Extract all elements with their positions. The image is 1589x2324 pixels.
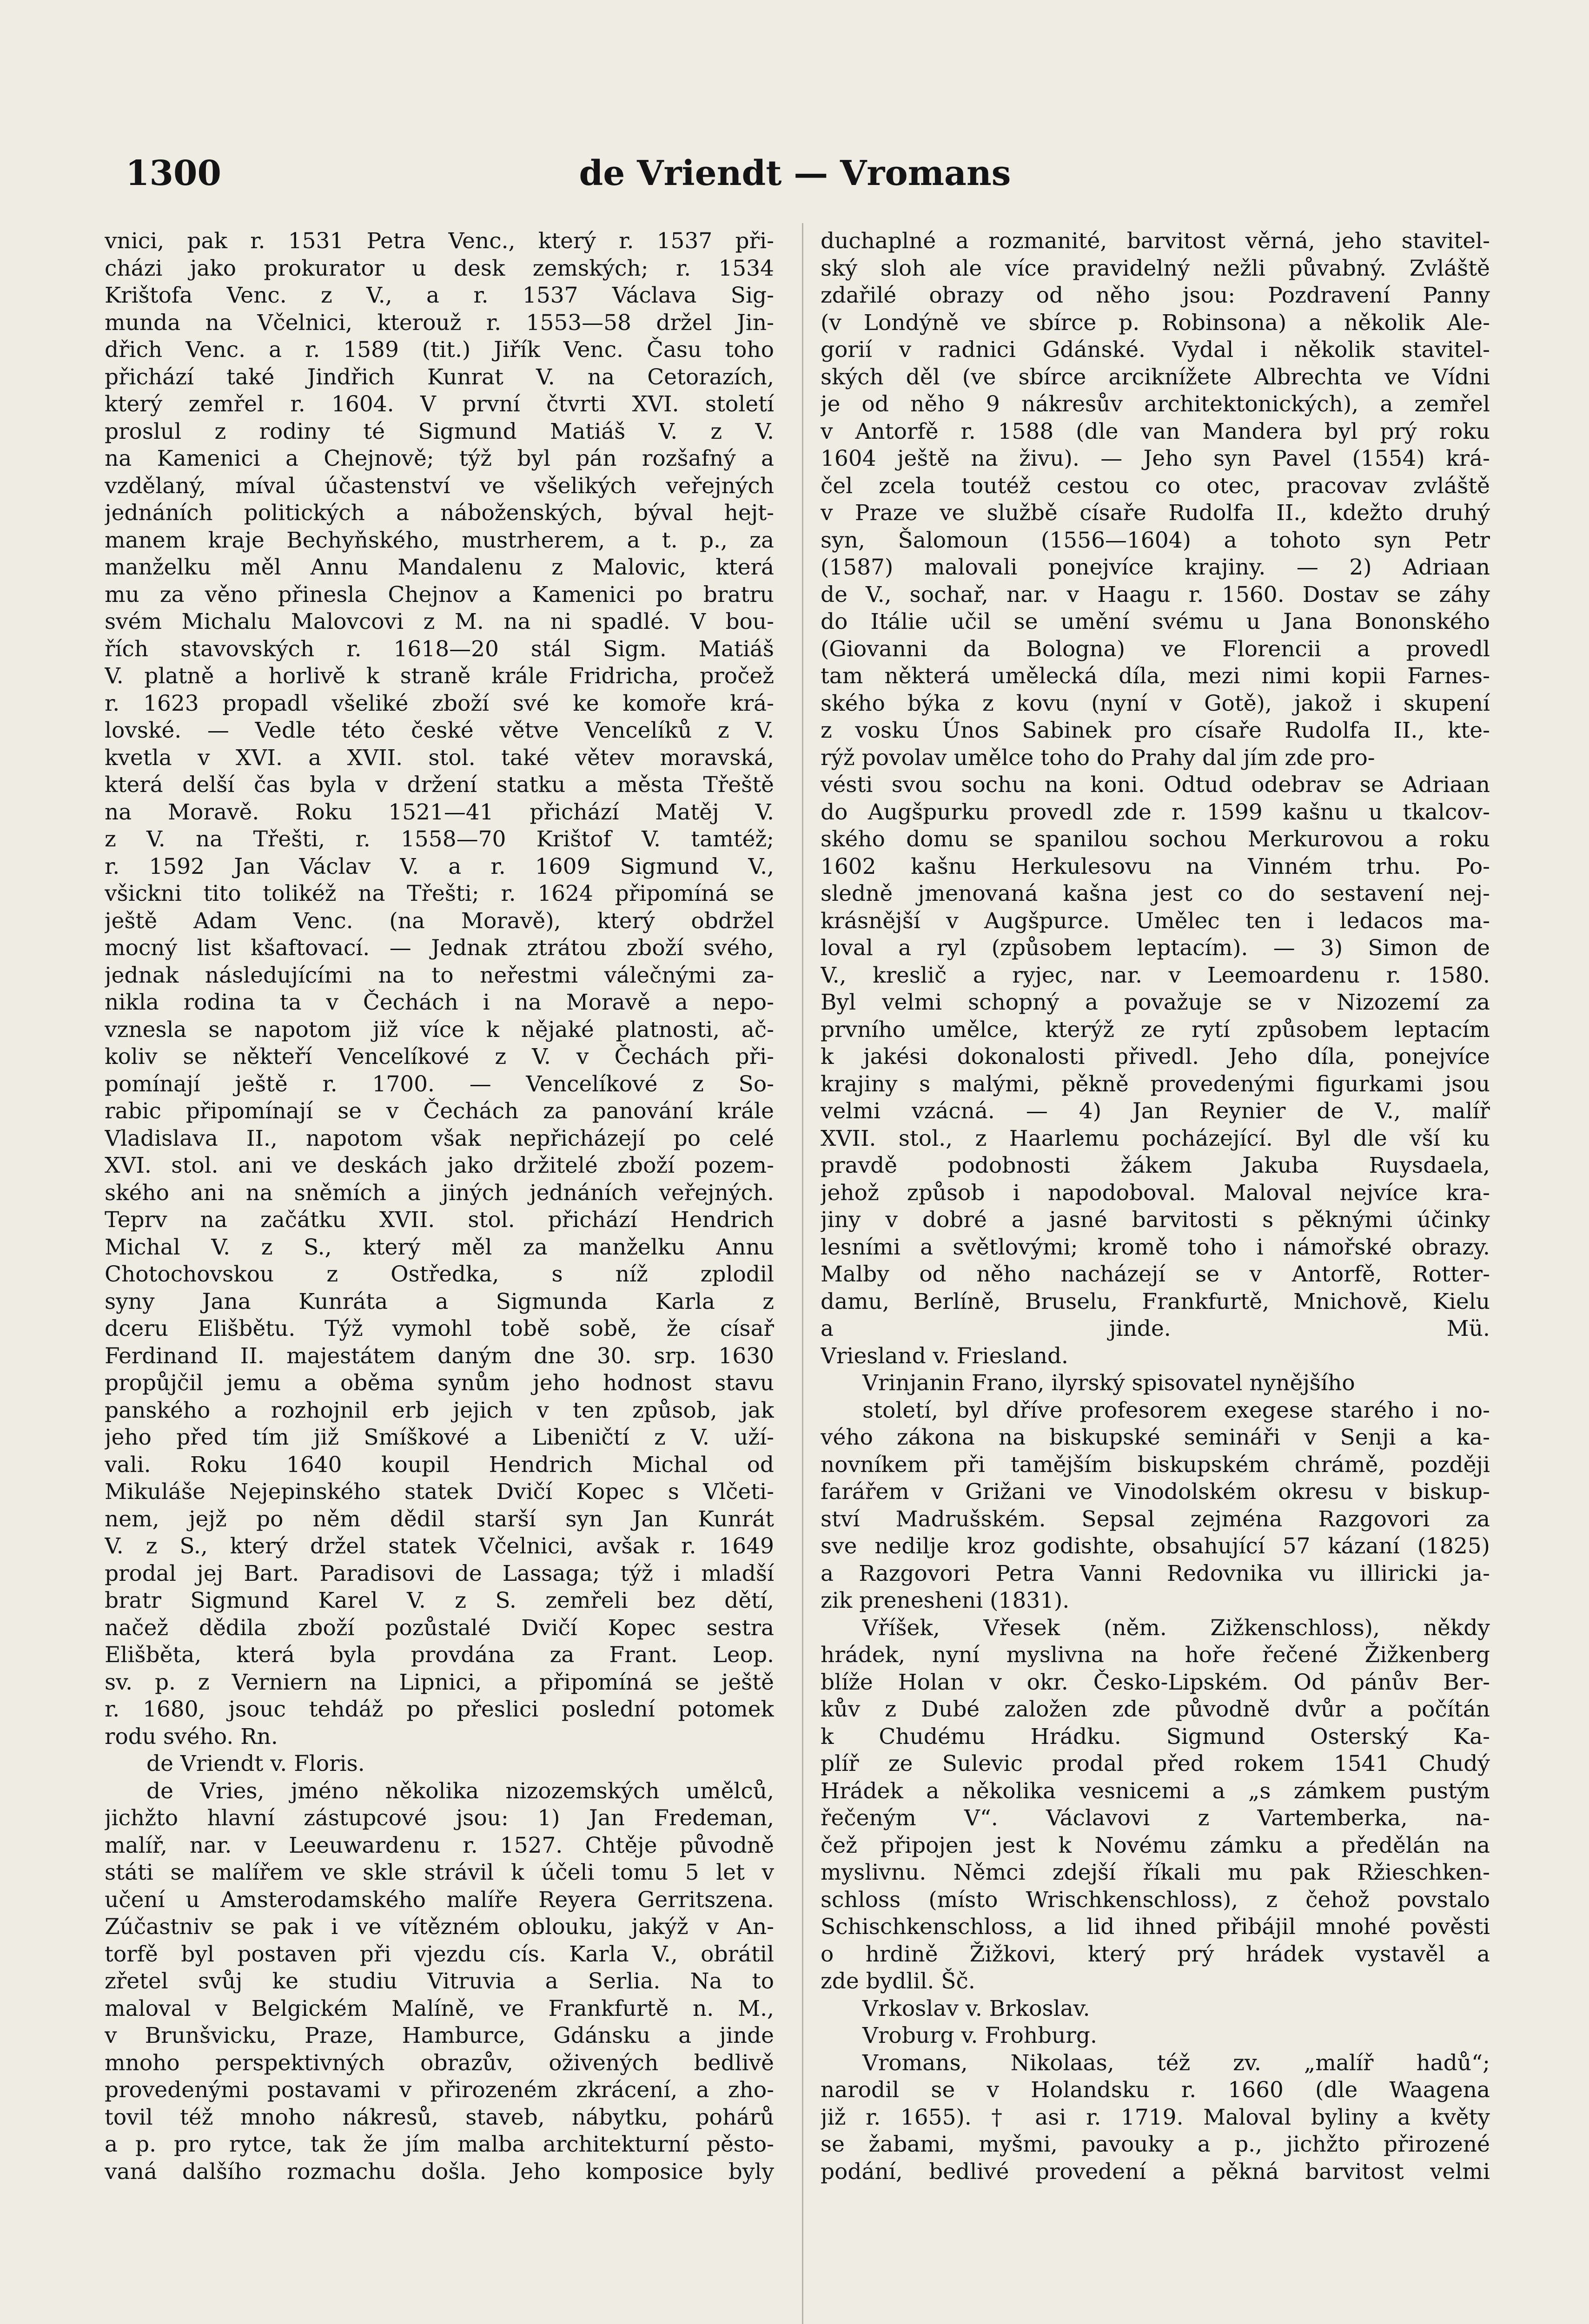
text-line: manem kraje Bechyňského, mustrherem, a t. p., za — [105, 527, 774, 553]
text-line: zde bydlil. Šč. — [821, 1968, 975, 1994]
text-line: Krištofa Venc. z V., a r. 1537 Václava Sig- — [105, 283, 774, 308]
text-line: plíř ze Sulevic prodal před rokem 1541 Chudý — [821, 1751, 1490, 1776]
text-line: Vladislava II., napotom však nepřicházejí po celé — [105, 1125, 774, 1151]
text-line: přichází také Jindřich Kunrat V. na Cetorazích, — [105, 364, 774, 390]
text-line: r. 1623 propadl všeliké zboží své ke komoře krá- — [105, 690, 774, 716]
text-line: k jakési dokonalosti přivedl. Jeho díla, ponejvíce — [821, 1044, 1490, 1070]
text-line: hrádek, nyní myslivna na hoře řečené Žižkenberg — [821, 1642, 1490, 1668]
text-line: Teprv na začátku XVII. stol. přichází Hendrich — [105, 1207, 774, 1233]
text-line: k Chudému Hrádku. Sigmund Osterský Ka- — [821, 1723, 1490, 1750]
text-line: v Brunšvicku, Praze, Hamburce, Gdánsku a jinde — [105, 2023, 774, 2048]
text-line: farářem v Grižani ve Vinodolském okresu v biskup- — [821, 1479, 1490, 1505]
text-line: v Antorfě r. 1588 (dle van Mandera byl prý roku — [821, 418, 1490, 444]
text-line: o hrdině Žižkovi, který prý hrádek vystavěl a — [821, 1941, 1490, 1967]
text-line: r. 1592 Jan Václav V. a r. 1609 Sigmund V., — [105, 853, 774, 879]
text-line: v Praze ve službě císaře Rudolfa II., kdežto druhý — [821, 500, 1490, 526]
text-line: ský sloh ale více pravidelný nežli půvabný. Zvláště — [821, 255, 1490, 281]
text-line: mnoho perspektivných obrazův, oživených bedlivě — [105, 2050, 774, 2076]
text-line: se žabami, myšmi, pavouky a p., jichžto přirozené — [821, 2132, 1490, 2157]
text-line: Byl velmi schopný a považuje se v Nizozemí za — [821, 990, 1490, 1015]
column-divider — [802, 223, 803, 2324]
text-line: V. z S., který držel statek Včelnici, avšak r. 1649 — [105, 1533, 774, 1559]
text-line: blíže Holan v okr. Česko-Lipském. Od pánův Ber- — [821, 1669, 1490, 1695]
text-line: svém Michalu Malovcovi z M. na ni spadlé. V bou- — [105, 609, 774, 634]
text-line: velmi vzácná. — 4) Jan Reynier de V., malíř — [821, 1098, 1490, 1124]
text-line: jednáních politických a náboženských, býval hejt- — [105, 500, 774, 526]
text-line: de Vriendt v. Floris. — [146, 1751, 365, 1776]
text-line: de V., sochař, nar. v Haagu r. 1560. Dostav se záhy — [821, 581, 1490, 607]
text-line: gorií v radnici Gdánské. Vydal i několik stavitel- — [821, 337, 1490, 363]
text-line: řích stavovských r. 1618—20 stál Sigm. Matiáš — [105, 636, 774, 662]
text-line: vnici, pak r. 1531 Petra Venc., který r. 1537 při- — [105, 228, 774, 254]
text-line: (v Londýně ve sbírce p. Robinsona) a několik Ale- — [821, 310, 1490, 336]
text-line: nem, jejž po něm dědil starší syn Jan Kunrát — [105, 1506, 774, 1532]
text-line: manželku měl Annu Mandalenu z Malovic, která — [105, 555, 774, 580]
text-line: mu za věno přinesla Chejnov a Kamenici po bratru — [105, 581, 774, 607]
text-line: všickni tito tolikéž na Třešti; r. 1624 připomíná se — [105, 881, 774, 906]
text-line: Mikuláše Nejepinského statek Dvičí Kopec s Vlčeti- — [105, 1479, 774, 1505]
text-line: vzdělaný, míval účastenství ve všelikých veřejných — [105, 473, 774, 499]
text-line: zdařilé obrazy od něho jsou: Pozdravení Panny — [821, 283, 1490, 308]
text-line: XVII. stol., z Haarlemu pocházející. Byl dle vší ku — [821, 1125, 1490, 1151]
text-line: mocný list kšaftovací. — Jednak ztrátou zboží svého, — [105, 935, 774, 961]
text-line: rýž povolav umělce toho do Prahy dal jím zde pro- — [821, 745, 1375, 771]
text-line: novníkem při tamějším biskupském chrámě, později — [821, 1452, 1490, 1478]
text-line: a p. pro rytce, tak že jím malba architekturní pěsto- — [105, 2132, 774, 2157]
text-line: sv. p. z Verniern na Lipnici, a připomíná se ještě — [105, 1669, 774, 1695]
text-line: syn, Šalomoun (1556—1604) a tohoto syn Petr — [821, 527, 1490, 553]
text-line: čel zcela toutéž cestou co otec, pracovav zvláště — [821, 473, 1490, 499]
text-line: munda na Včelnici, kterouž r. 1553—58 držel Jin- — [105, 310, 774, 336]
text-line: nikla rodina ta v Čechách i na Moravě a nepo- — [105, 990, 774, 1015]
text-line: jehož způsob i napodoboval. Maloval nejvíce kra- — [821, 1180, 1490, 1206]
text-line: zik prenesheni (1831). — [821, 1588, 1070, 1613]
running-head: de Vriendt — Vromans — [579, 153, 1011, 193]
text-line: narodil se v Holandsku r. 1660 (dle Waagena — [821, 2077, 1490, 2103]
text-line: Vromans, Nikolaas, též zv. „malíř hadů“; — [862, 2050, 1490, 2076]
text-line: 1604 ještě na živu). — Jeho syn Pavel (1554) krá- — [821, 446, 1490, 471]
page-header — [126, 153, 1464, 205]
text-line: rabic připomínají se v Čechách za panování krále — [105, 1098, 774, 1124]
text-line: ještě Adam Venc. (na Moravě), který obdržel — [105, 908, 774, 934]
left-text-column — [105, 228, 774, 2324]
text-line: V. platně a horlivě k straně krále Fridricha, pročež — [105, 663, 774, 689]
text-line: Chotochovskou z Ostředka, s níž zplodil — [105, 1261, 774, 1287]
text-line: (1587) malovali ponejvíce krajiny. — 2) Adriaan — [821, 555, 1490, 580]
text-line: podání, bedlivé provedení a pěkná barvitost velmi — [821, 2159, 1490, 2185]
text-line: učení u Amsterodamského malíře Reyera Gerritszena. — [105, 1887, 774, 1913]
text-line: z vosku Únos Sabinek pro císaře Rudolfa II., kte- — [821, 718, 1490, 743]
text-line: XVI. stol. ani ve deskách jako držitelé zboží pozem- — [105, 1153, 774, 1178]
text-line: čež připojen jest k Novému zámku a předělán na — [821, 1832, 1490, 1858]
text-line: Vříšek, Vřesek (něm. Zižkenschloss), někdy — [862, 1615, 1490, 1641]
text-line: ství Madrušském. Sepsal zejména Razgovori za — [821, 1506, 1490, 1532]
text-line: kvetla v XVI. a XVII. stol. také větev moravská, — [105, 745, 774, 771]
text-line: tovil též mnoho nákresů, staveb, nábytku, pohárů — [105, 2104, 774, 2130]
text-line: vésti svou sochu na koni. Odtud odebrav se Adriaan — [821, 772, 1490, 798]
text-line: loval a ryl (způsobem leptacím). — 3) Simon de — [821, 935, 1490, 961]
text-line: a jinde. Mü. — [821, 1316, 1490, 1341]
text-line: syny Jana Kunráta a Sigmunda Karla z — [105, 1288, 774, 1314]
text-line: V., kreslič a ryjec, nar. v Leemoardenu r. 1580. — [821, 962, 1490, 988]
text-line: lesními a světlovými; kromě toho i námořské obrazy. — [821, 1234, 1490, 1260]
text-line: kův z Dubé založen zde původně dvůr a počítán — [821, 1697, 1490, 1722]
text-line: vali. Roku 1640 koupil Hendrich Michal od — [105, 1452, 774, 1478]
text-line: propůjčil jemu a oběma synům jeho hodnost stavu — [105, 1370, 774, 1396]
text-line: ského býka z kovu (nyní v Gotě), jakož i skupení — [821, 690, 1490, 716]
text-line: krajiny s malými, pěkně provedenými figurkami jsou — [821, 1071, 1490, 1097]
text-line: státi se malířem ve skle strávil k účeli tomu 5 let v — [105, 1860, 774, 1885]
text-line: torfě byl postaven při vjezdu cís. Karla V., obrátil — [105, 1941, 774, 1967]
text-line: vznesla se napotom již více k nějaké platnosti, ač- — [105, 1017, 774, 1043]
text-line: lovské. — Vedle této české větve Vencelíků z V. — [105, 718, 774, 743]
text-line: duchaplné a rozmanité, barvitost věrná, jeho stavitel- — [821, 228, 1490, 254]
text-line: který zemřel r. 1604. V první čtvrti XVI. století — [105, 391, 774, 417]
text-line: pravdě podobnosti žákem Jakuba Ruysdaela, — [821, 1153, 1490, 1178]
text-line: tam některá umělecká díla, mezi nimi kopii Farnes- — [821, 663, 1490, 689]
text-line: Michal V. z S., který měl za manželku Annu — [105, 1234, 774, 1260]
text-line: jiny v dobré a jasné barvitosti s pěknými účinky — [821, 1207, 1490, 1233]
text-line: koliv se někteří Vencelíkové z V. v Čechách při- — [105, 1044, 774, 1070]
text-line: prodal jej Bart. Paradisovi de Lassaga; týž i mladší — [105, 1560, 774, 1586]
text-line: je od něho 9 nákresův architektonických), a zemřel — [821, 391, 1490, 417]
page-number: 1300 — [126, 153, 221, 193]
text-line: krásnější v Augšpurce. Umělec ten i ledacos ma- — [821, 908, 1490, 934]
text-line: cházi jako prokurator u desk zemských; r. 1534 — [105, 255, 774, 281]
text-line: jichžto hlavní zástupcové jsou: 1) Jan Fredeman, — [105, 1805, 774, 1831]
text-line: bratr Sigmund Karel V. z S. zemřeli bez dětí, — [105, 1588, 774, 1613]
right-text-column — [821, 228, 1490, 2324]
text-line: ského domu se spanilou sochou Merkurovou a roku — [821, 826, 1490, 852]
text-line: zřetel svůj ke studiu Vitruvia a Serlia. Na to — [105, 1968, 774, 1994]
text-line: na Kamenici a Chejnově; týž byl pán rozšafný a — [105, 446, 774, 471]
text-line: provedenými postavami v přirozeném zkrácení, a zho- — [105, 2077, 774, 2103]
text-line: jeho před tím již Smíškové a Libeničtí z V. uží- — [105, 1425, 774, 1450]
text-line: na Moravě. Roku 1521—41 přichází Matěj V. — [105, 799, 774, 825]
text-line: schloss (místo Wrischkenschloss), z čehož povstalo — [821, 1887, 1490, 1913]
text-line: dřich Venc. a r. 1589 (tit.) Jiřík Venc. Času toho — [105, 337, 774, 363]
text-line: již r. 1655). † asi r. 1719. Maloval byliny a květy — [821, 2104, 1490, 2130]
text-line: Vrinjanin Frano, ilyrský spisovatel nynějšího — [862, 1370, 1355, 1396]
text-line: vého zákona na biskupské semináři v Senji a ka- — [821, 1425, 1490, 1450]
text-line: Malby od něho nacházejí se v Antorfě, Rotter- — [821, 1261, 1490, 1287]
text-line: Vroburg v. Frohburg. — [862, 2023, 1097, 2048]
text-line: která delší čas byla v držení statku a města Třeště — [105, 772, 774, 798]
text-line: století, byl dříve profesorem exegese starého i no- — [862, 1397, 1490, 1423]
text-line: do Itálie učil se umění svému u Jana Bononského — [821, 609, 1490, 634]
text-line: sve nedilje kroz godishte, obsahující 57 kázaní (1825) — [821, 1533, 1490, 1559]
text-line: do Augšpurku provedl zde r. 1599 kašnu u tkalcov- — [821, 799, 1490, 825]
text-line: r. 1680, jsouc tehdáž po přeslici poslední potomek — [105, 1697, 774, 1722]
text-line: dceru Elišbětu. Týž vymohl tobě sobě, že císař — [105, 1316, 774, 1341]
text-line: sledně jmenovaná kašna jest co do sestavení nej- — [821, 881, 1490, 906]
text-line: Hrádek a několika vesnicemi a „s zámkem pustým — [821, 1778, 1490, 1804]
text-line: prvního umělce, kterýž ze rytí způsobem leptacím — [821, 1017, 1490, 1043]
text-line: damu, Berlíně, Bruselu, Frankfurtě, Mnichově, Kielu — [821, 1288, 1490, 1314]
text-line: Vrkoslav v. Brkoslav. — [862, 1995, 1090, 2021]
text-line: (Giovanni da Bologna) ve Florencii a provedl — [821, 636, 1490, 662]
text-line: rodu svého. Rn. — [105, 1723, 278, 1750]
text-line: ského ani na sněmích a jiných jednáních veřejných. — [105, 1180, 774, 1206]
text-line: načež dědila zboží pozůstalé Dvičí Kopec sestra — [105, 1615, 774, 1641]
text-line: myslivnu. Němci zdejší říkali mu pak Ržieschken- — [821, 1860, 1490, 1885]
text-line: Elišběta, která byla provdána za Frant. Leop. — [105, 1642, 774, 1668]
text-line: z V. na Třešti, r. 1558—70 Krištof V. tamtéž; — [105, 826, 774, 852]
text-line: pomínají ještě r. 1700. — Vencelíkové z So- — [105, 1071, 774, 1097]
text-line: ských děl (ve sbírce arciknížete Albrechta ve Vídni — [821, 364, 1490, 390]
text-line: 1602 kašnu Herkulesovu na Vinném trhu. Po- — [821, 853, 1490, 879]
text-line: Vriesland v. Friesland. — [821, 1343, 1068, 1369]
text-line: maloval v Belgickém Malíně, ve Frankfurtě n. M., — [105, 1995, 774, 2021]
text-line: malíř, nar. v Leeuwardenu r. 1527. Chtěje původně — [105, 1832, 774, 1858]
text-line: Ferdinand II. majestátem daným dne 30. srp. 1630 — [105, 1343, 774, 1369]
text-line: proslul z rodiny té Sigmund Matiáš V. z V. — [105, 418, 774, 444]
text-line: Schischkenschloss, a lid ihned přibájil mnohé pověsti — [821, 1914, 1490, 1940]
text-line: Zúčastniv se pak i ve vítězném oblouku, jakýž v An- — [105, 1914, 774, 1940]
text-line: a Razgovori Petra Vanni Redovnika vu illiricki ja- — [821, 1560, 1490, 1586]
text-line: vaná dalšího rozmachu došla. Jeho komposice byly — [105, 2159, 774, 2185]
text-line: řečeným V“. Václavovi z Vartemberka, na- — [821, 1805, 1490, 1831]
text-line: panského a rozhojnil erb jejich v ten způsob, jak — [105, 1397, 774, 1423]
text-line: jednak následujícími na to neřestmi válečnými za- — [105, 962, 774, 988]
text-line: de Vries, jméno několika nizozemských umělců, — [146, 1778, 774, 1804]
